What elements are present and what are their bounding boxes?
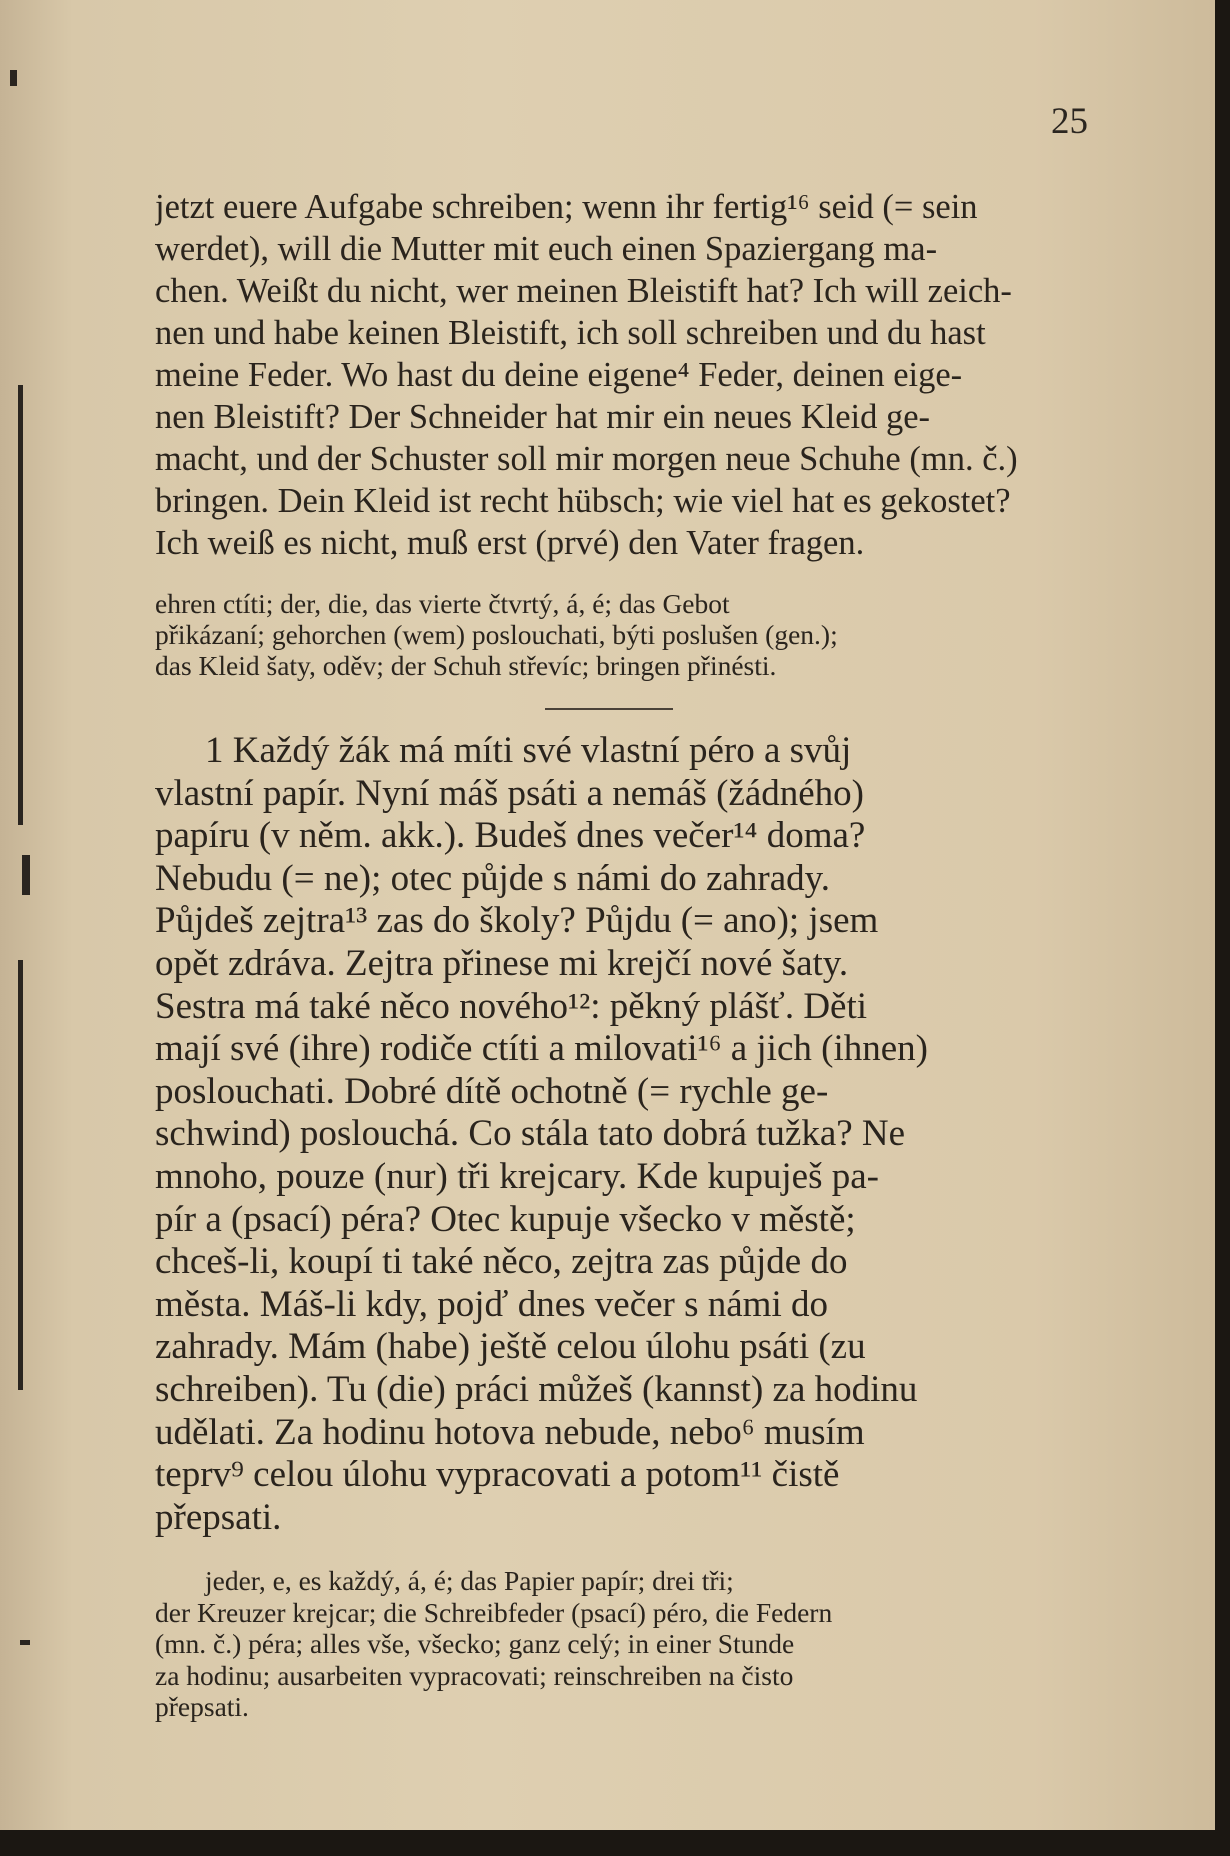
- text-line: chceš-li, koupí ti také něco, zejtra zas půjde do: [155, 1241, 848, 1283]
- page-number: 25: [1051, 101, 1088, 142]
- vocabulary-line: ehren ctíti; der, die, das vierte čtvrtý, á, é; das Gebot: [155, 588, 730, 619]
- margin-mark: [18, 960, 23, 1390]
- text-line: nen und habe keinen Bleistift, ich soll schreiben und du hast: [155, 314, 986, 352]
- text-line: jetzt euere Aufgabe schreiben; wenn ihr fertig¹⁶ seid (= sein: [155, 188, 978, 226]
- vocabulary-line: (mn. č.) péra; alles vše, všecko; ganz celý; in einer Stunde: [155, 1628, 795, 1660]
- text-line: schwind) poslouchá. Co stála tato dobrá tužka? Ne: [155, 1113, 906, 1155]
- text-line: poslouchati. Dobré dítě ochotně (= rychle ge-: [155, 1070, 829, 1112]
- czech-paragraph: [155, 730, 1065, 1539]
- section-divider: [545, 708, 673, 710]
- text-line: opět zdráva. Zejtra přinese mi krejčí nové šaty.: [155, 942, 849, 984]
- margin-mark: [18, 385, 23, 825]
- vocabulary-line: za hodinu; ausarbeiten vypracovati; reinschreiben na čisto: [155, 1659, 794, 1691]
- vocabulary-list: [155, 1565, 1065, 1723]
- vocabulary-line: das Kleid šaty, oděv; der Schuh střevíc; bringen přinésti.: [155, 650, 777, 681]
- text-line: meine Feder. Wo hast du deine eigene⁴ Feder, deinen eige-: [155, 356, 963, 394]
- text-line: werdet), will die Mutter mit euch einen Spaziergang ma-: [155, 230, 938, 268]
- margin-mark: [10, 70, 17, 86]
- text-line: přepsati.: [155, 1496, 282, 1538]
- german-paragraph: [155, 186, 1065, 564]
- vocabulary-line: jeder, e, es každý, á, é; das Papier papír; drei tři;: [205, 1565, 734, 1596]
- vocabulary-line: přepsati.: [155, 1691, 249, 1723]
- vocabulary-list: [155, 588, 1065, 681]
- vocabulary-line: der Kreuzer krejcar; die Schreibfeder (psací) péro, die Federn: [155, 1596, 833, 1628]
- text-line: chen. Weißt du nicht, wer meinen Bleistift hat? Ich will zeich-: [155, 272, 1012, 310]
- text-line: nen Bleistift? Der Schneider hat mir ein neues Kleid ge-: [155, 398, 931, 436]
- text-line: papíru (v něm. akk.). Budeš dnes večer¹⁴ doma?: [155, 815, 866, 857]
- text-line: mají své (ihre) rodiče ctíti a milovati¹⁶ a jich (ihnen): [155, 1028, 928, 1070]
- text-line: Půjdeš zejtra¹³ zas do školy? Půjdu (= ano); jsem: [155, 900, 879, 942]
- text-line: teprv⁹ celou úlohu vypracovati a potom¹¹ čistě: [155, 1454, 840, 1496]
- text-line: Sestra má také něco nového¹²: pěkný plášť. Děti: [155, 985, 868, 1027]
- text-line: pír a (psací) péra? Otec kupuje všecko v městě;: [155, 1198, 856, 1240]
- text-line: udělati. Za hodinu hotova nebude, nebo⁶ musím: [155, 1411, 865, 1453]
- text-line: města. Máš-li kdy, pojď dnes večer s námi do: [155, 1283, 828, 1325]
- text-line: bringen. Dein Kleid ist recht hübsch; wie viel hat es gekostet?: [155, 482, 1011, 520]
- text-line: Ich weiß es nicht, muß erst (prvé) den Vater fragen.: [155, 524, 865, 562]
- text-line: mnoho, pouze (nur) tři krejcary. Kde kupuješ pa-: [155, 1155, 879, 1197]
- text-line: schreiben). Tu (die) práci můžeš (kannst) za hodinu: [155, 1368, 918, 1410]
- text-line: 1 Každý žák má míti své vlastní péro a svůj: [205, 730, 852, 771]
- margin-mark: [22, 855, 30, 895]
- vocabulary-line: přikázaní; gehorchen (wem) poslouchati, býti poslušen (gen.);: [155, 619, 838, 650]
- text-line: zahrady. Mám (habe) ještě celou úlohu psáti (zu: [155, 1326, 866, 1368]
- text-line: macht, und der Schuster soll mir morgen neue Schuhe (mn. č.): [155, 440, 1018, 478]
- margin-mark: [20, 1640, 30, 1645]
- text-line: vlastní papír. Nyní máš psáti a nemáš (žádného): [155, 772, 864, 814]
- text-line: Nebudu (= ne); otec půjde s námi do zahrady.: [155, 857, 830, 899]
